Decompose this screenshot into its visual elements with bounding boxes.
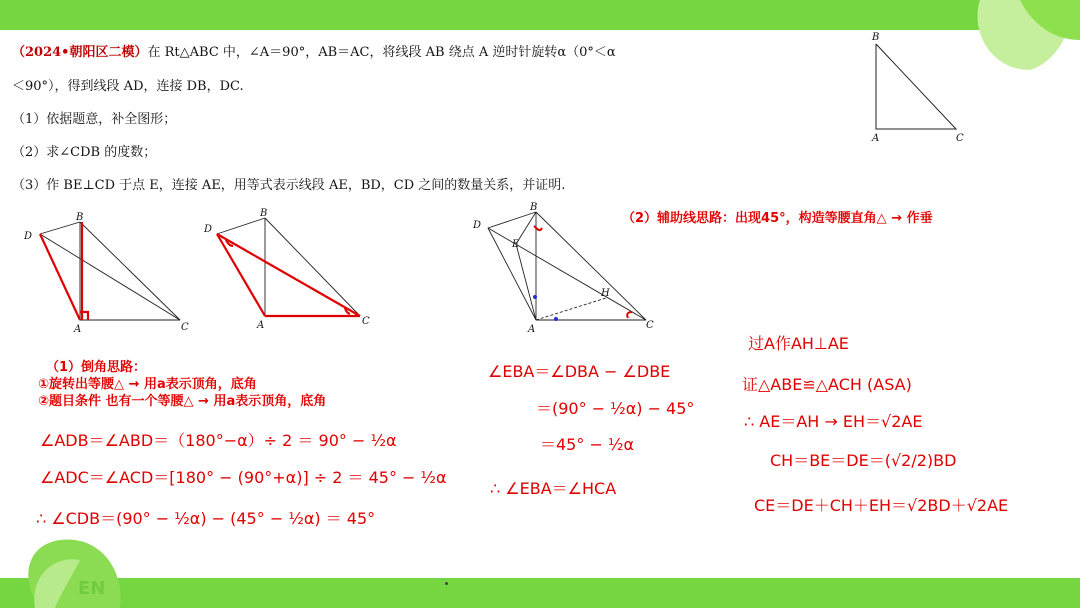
problem-line2: ＜90°），得到线段 AD，连接 DB，DC. [12,79,244,94]
solution-left-2: ∠ADC＝∠ACD＝[180° − (90°+α)] ÷ 2 ＝ 45° − ½α [40,468,447,487]
solution-right-5: CE＝DE＋CH＋EH＝√2BD＋√2AE [754,496,1009,515]
label-b: B [530,202,538,213]
label-a: A [872,133,880,144]
label-a: A [528,324,536,335]
label-e: E [512,239,520,250]
solution-right-2: 证△ABE≌△ACH (ASA) [742,375,912,394]
label-b: B [76,212,84,223]
hint-1-title: （1）倒角思路： [46,360,147,375]
solution-middle-4: ∴ ∠EBA＝∠HCA [490,479,617,498]
watermark-text: EN [78,578,106,599]
solution-right-4: CH＝BE＝DE＝(√2/2)BD [770,451,957,470]
figure-1 [18,208,208,336]
label-c: C [646,320,654,331]
solution-right-1: 过A作AH⊥AE [748,334,849,353]
label-c: C [181,322,189,333]
label-d: D [204,224,213,235]
label-d: D [24,231,33,242]
label-a: A [74,324,82,335]
label-b: B [872,32,880,43]
problem-part2: （2）求∠CDB 的度数； [12,145,157,160]
solution-left-3: ∴ ∠CDB＝(90° − ½α) − (45° − ½α) ＝ 45° [36,509,376,528]
cursor-dot [445,582,448,585]
problem-part3: （3）作 BE⊥CD 于点 E，连接 AE，用等式表示线段 AE，BD，CD 之间的数量关系，并证明. [12,178,566,193]
top-green-bar [0,0,1080,30]
problem-line1 [12,41,616,60]
solution-middle-2: ＝(90° − ½α) − 45° [536,399,695,418]
problem-text: 在 Rt△ABC 中，∠A＝90°，AB＝AC，将线段 AB 绕点 A 逆时针旋转α（0°＜α [147,45,616,60]
figure-2 [200,206,390,334]
bottom-green-bar [0,578,1080,608]
solution-right-3: ∴ AE＝AH → EH＝√2AE [744,412,923,431]
label-a: A [257,320,265,331]
problem-source: （2024•朝阳区二模） [12,45,148,60]
solution-left-1: ∠ADB＝∠ABD＝（180°−α）÷ 2 ＝ 90° − ½α [40,431,397,450]
hint-1-step2: ②题目条件 也有一个等腰△ → 用a表示顶角，底角 [38,394,327,409]
hint-1-step1: ①旋转出等腰△ → 用a表示顶角，底角 [38,377,257,392]
label-h: H [601,288,610,299]
label-c: C [362,316,370,327]
hint-2: （2）辅助线思路：出现45°，构造等腰直角△ → 作垂 [622,211,933,226]
solution-middle-1: ∠EBA＝∠DBA − ∠DBE [488,362,671,381]
given-triangle-figure [860,28,970,148]
label-b: B [260,208,268,219]
label-c: C [956,133,964,144]
leaf-decoration-icon [0,520,140,608]
label-d: D [473,220,482,231]
problem-part1: （1）依据题意，补全图形； [12,112,177,127]
solution-middle-3: ＝45° − ½α [540,435,634,454]
